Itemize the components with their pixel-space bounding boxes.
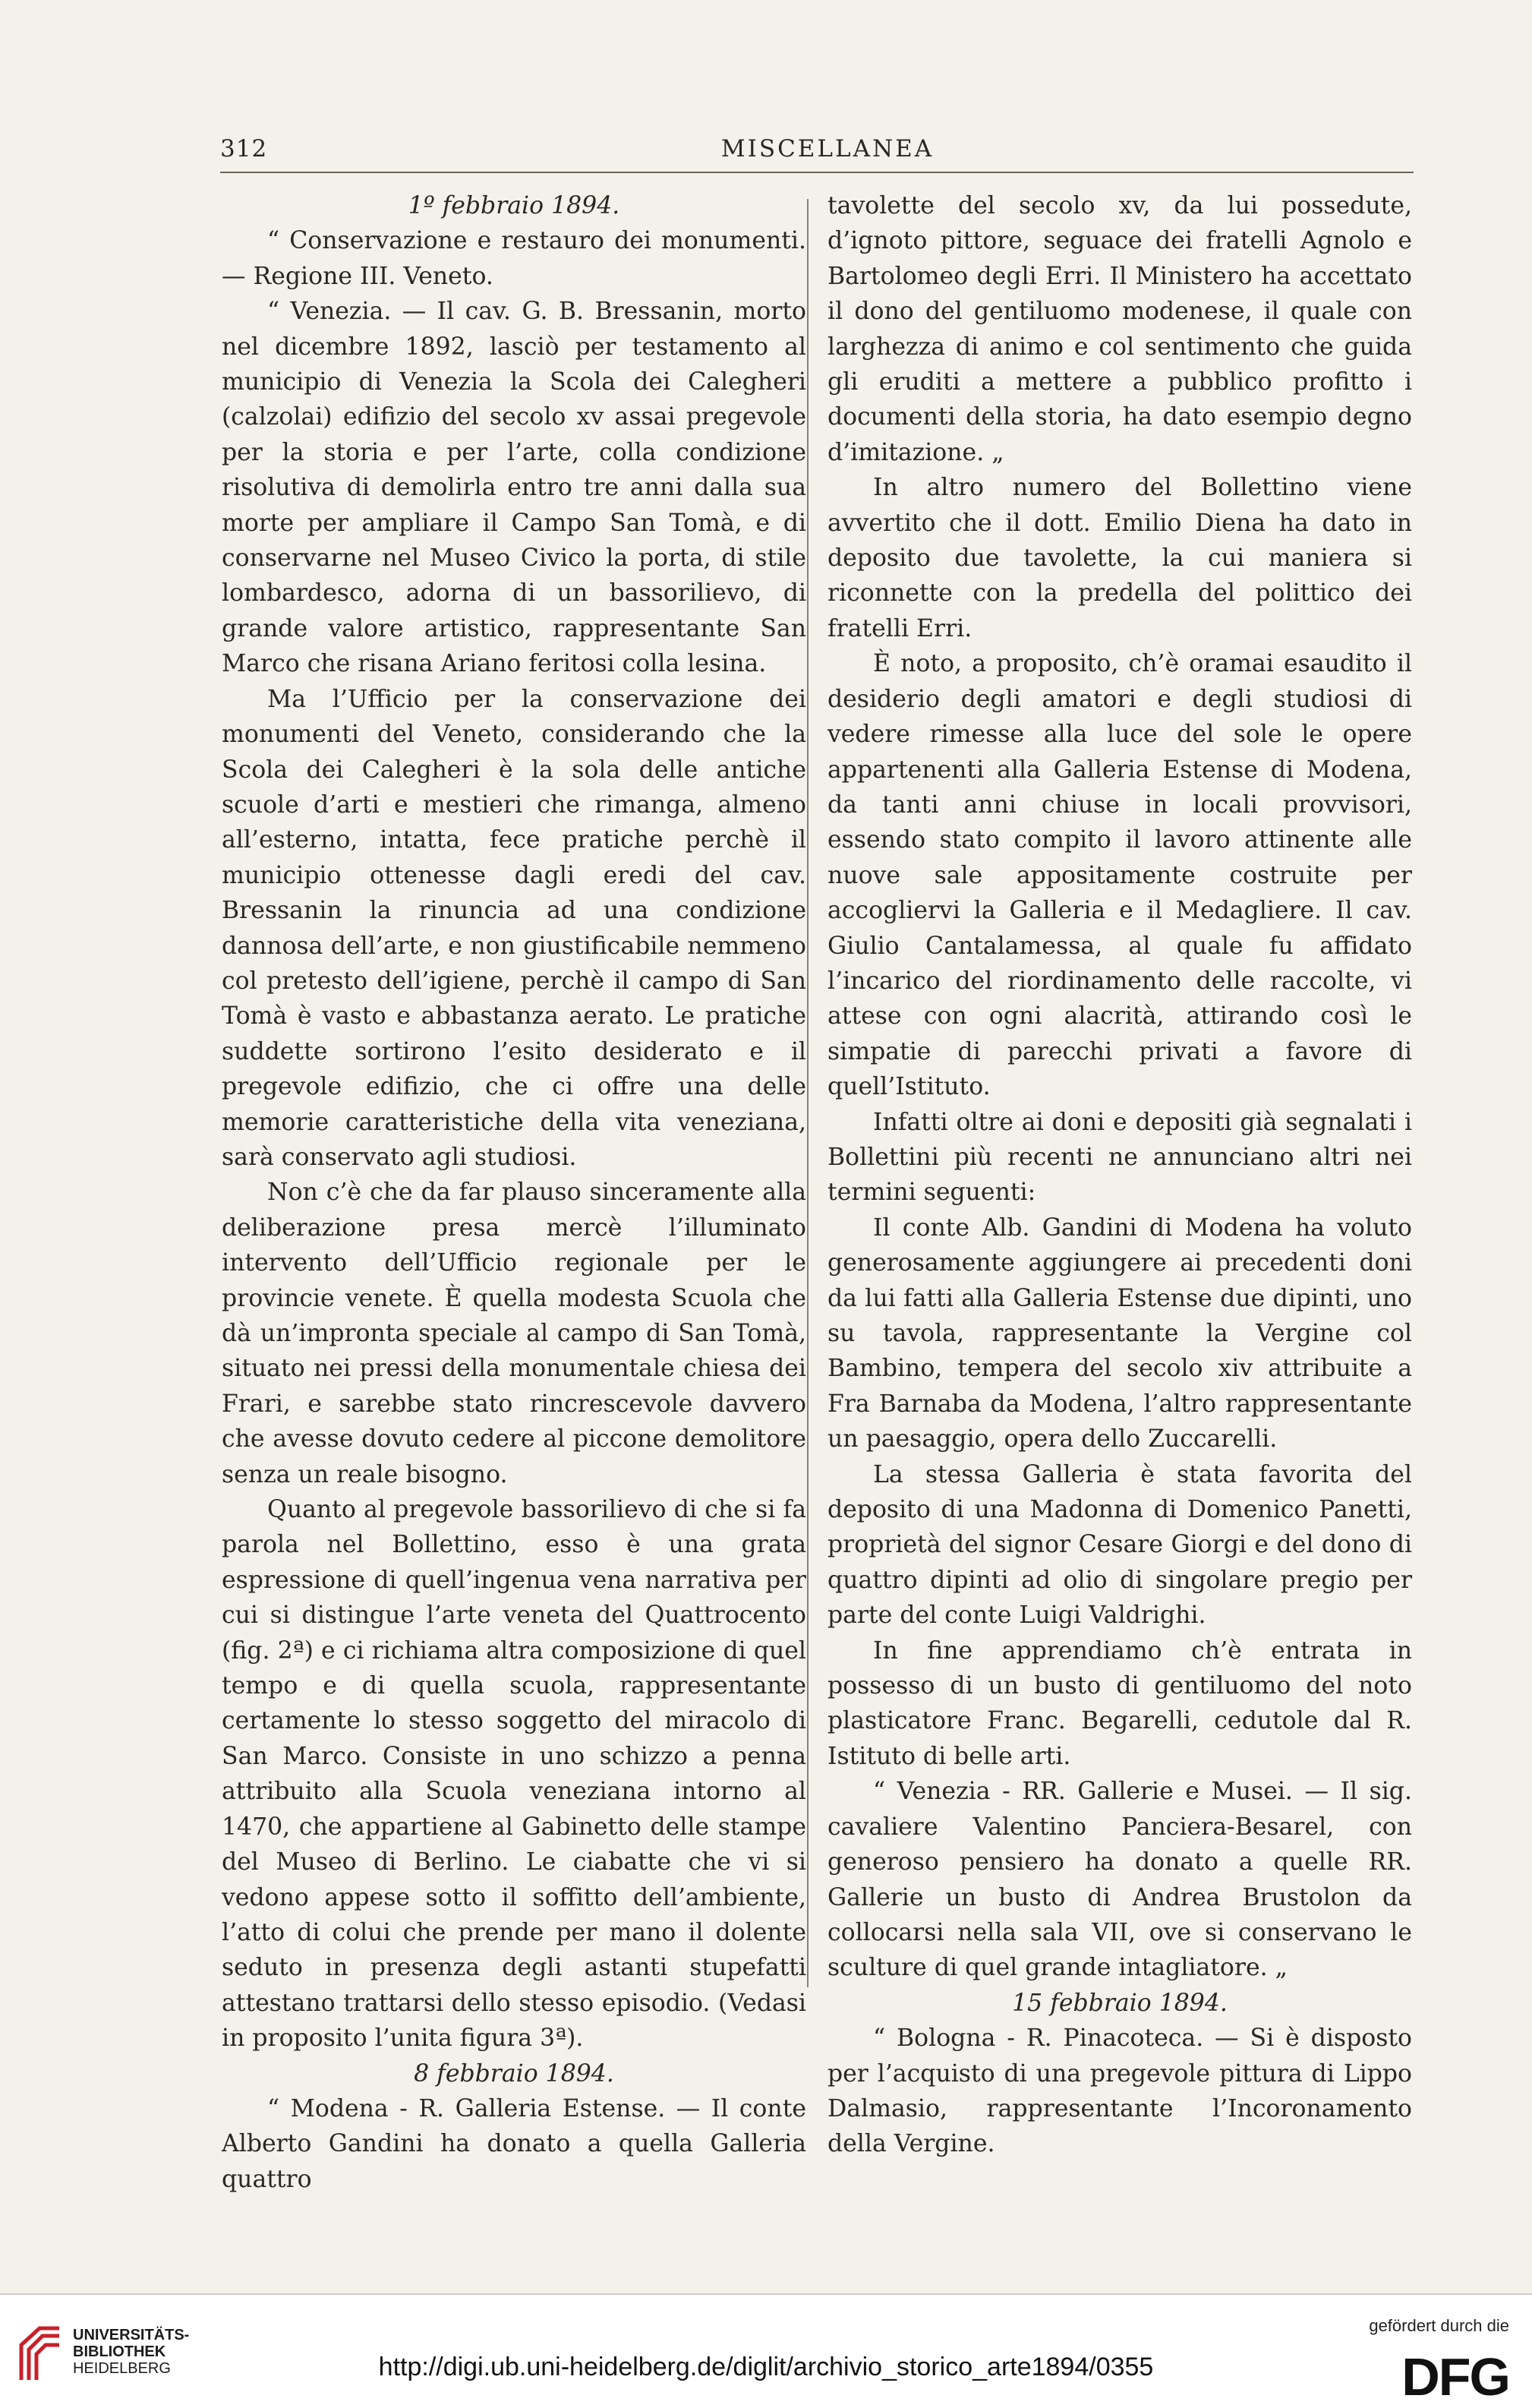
date-heading: 15 febbraio 1894. <box>1012 1989 1228 2017</box>
dfg-logo: DFG <box>1401 2347 1509 2406</box>
paragraph: tavolette del secolo xv, da lui possedute, d’ignoto pittore, seguace dei fratelli Agnolo e Bartolomeo degli Erri. Il Ministero ha accettato il dono del gentiluomo modenese, il quale con larghezza di animo e col sentimento che guida gli eruditi a mettere a pubblico profitto i documenti della storia, ha dato esempio degno d’imitazione. „ <box>827 192 1412 466</box>
header-rule <box>220 172 1414 173</box>
date-heading: 1º febbraio 1894. <box>408 192 620 219</box>
left-column <box>222 188 806 2197</box>
right-column <box>827 188 1412 2162</box>
paragraph: Ma l’Ufficio per la conservazione dei monumenti del Veneto, considerando che la Scola dei Calegheri è la sola delle antiche scuole d’arti e mestieri che rimanga, almeno all’esterno, intatta, fece pratiche perchè il municipio ottenesse dagli eredi del cav. Bressanin la rinuncia ad una condizione dannosa dell’arte, e non giustificabile nemmeno col pretesto dell’igiene, perchè il campo di San Tomà è vasto e abbastanza aerato. Le pratiche suddette sortirono l’esito desiderato e il pregevole edifizio, che ci offre una delle memorie caratteristiche della vita veneziana, sarà conservato agli studiosi. <box>222 685 806 1171</box>
paragraph: “ Venezia - RR. Gallerie e Musei. — Il sig. cavaliere Valentino Panciera-Besarel, con generoso pensiero ha donato a quelle RR. Gallerie un busto di Andrea Brustolon da collocarsi nella sala VII, ove si conservano le sculture di quel grande intagliatore. „ <box>827 1778 1412 1982</box>
paragraph: “ Modena - R. Galleria Estense. — Il conte Alberto Gandini ha donato a quella Galleria quattro <box>222 2094 806 2193</box>
running-head <box>220 135 1435 169</box>
paragraph: Il conte Alb. Gandini di Modena ha voluto generosamente aggiungere ai precedenti doni da lui fatti alla Galleria Estense due dipinti, uno su tavola, rappresentante la Vergine col Bambino, tempera del secolo xiv attribuite a Fra Barnaba da Modena, l’altro rappresentante un paesaggio, opera dello Zuccarelli. <box>827 1213 1412 1453</box>
paragraph: La stessa Galleria è stata favorita del deposito di una Madonna di Domenico Panetti, proprietà del signor Cesare Giorgi e del dono di quattro dipinti ad olio di singolare pregio per parte del conte Luigi Valdrighi. <box>827 1460 1412 1630</box>
column-divider <box>807 199 809 1987</box>
paragraph: In altro numero del Bollettino viene avvertito che il dott. Emilio Diena ha dato in deposito due tavolette, la cui maniera si riconnette con la predella del polittico dei fratelli Erri. <box>827 474 1412 642</box>
permalink-url[interactable]: http://digi.ub.uni-heidelberg.de/diglit/archivio_storico_arte1894/0355 <box>378 2353 1154 2381</box>
paragraph: È noto, a proposito, ch’è oramai esaudito il desiderio degli amatori e degli studiosi di vedere rimesse alla luce del sole le opere appartenenti alla Galleria Estense di Modena, da tanti anni chiuse in locali provvisori, essendo stato compito il lavoro attinente alle nuove sale appositamente costruite per accogliervi la Galleria e il Medagliere. Il cav. Giulio Cantalamessa, al quale fu affidato l’incarico del riordinamento delle raccolte, vi attese con ogni alacrità, attirando così le simpatie di parecchi privati a favore di quell’Istituto. <box>827 650 1412 1101</box>
paragraph: “ Conservazione e restauro dei monumenti. — Regione III. Veneto. <box>222 227 806 290</box>
paragraph: “ Venezia. — Il cav. G. B. Bressanin, morto nel dicembre 1892, lasciò per testamento al municipio di Venezia la Scola dei Calegheri (calzolai) edifizio del secolo xv assai pregevole per la storia e per l’arte, colla condizione risolutiva di demolirla entro tre anni dalla sua morte per ampliare il Campo San Tomà, e di conservarne nel Museo Civico la porta, di stile lombardesco, adorna di un bassorilievo, di grande valore artistico, rappresentante San Marco che risana Ariano feritosi colla lesina. <box>222 298 806 678</box>
paragraph: “ Bologna - R. Pinacoteca. — Si è disposto per l’acquisto di una pregevole pittura di Lippo Dalmasio, rappresentante l’Incoronamento della Vergine. <box>827 2025 1412 2158</box>
paragraph: Infatti oltre ai doni e depositi già segnalati i Bollettini più recenti ne annunciano altri nei termini seguenti: <box>827 1108 1412 1207</box>
page-number: 312 <box>220 135 268 163</box>
library-name-line: UNIVERSITÄTS- <box>73 2327 190 2343</box>
paragraph: In fine apprendiamo ch’è entrata in possesso di un busto di gentiluomo del noto plasticatore Franc. Begarelli, cedutole dal R. Istituto di belle arti. <box>827 1636 1412 1770</box>
section-title: MISCELLANEA <box>720 135 935 163</box>
library-name-line: BIBLIOTHEK <box>73 2343 166 2360</box>
library-name-line: HEIDELBERG <box>73 2360 171 2377</box>
funder-caption: gefördert durch die <box>1369 2316 1509 2335</box>
funder-block[interactable] <box>1357 2316 1509 2406</box>
date-heading: 8 febbraio 1894. <box>414 2059 614 2088</box>
paragraph: Non c’è che da far plauso sinceramente alla deliberazione presa mercè l’illuminato intervento dell’Ufficio regionale per le provincie venete. È quella modesta Scuola che dà un’impronta speciale al campo di San Tomà, situato nei pressi della monumentale chiesa dei Frari, e sarebbe stato rincrescevole davvero che avesse dovuto cedere al piccone demolitore senza un reale bisogno. <box>222 1179 806 1488</box>
footer-bar <box>0 2293 1532 2408</box>
footer-rule <box>0 2293 1532 2295</box>
paragraph: Quanto al pregevole bassorilievo di che si fa parola nel Bollettino, esso è una grata espressione di quell’ingenua vena narrativa per cui si distingue l’arte veneta del Quattrocento (fig. 2ª) e ci richiama altra composizione di quel tempo e di quella scuola, rappresentante certamente lo stesso soggetto del miracolo di San Marco. Consiste in uno schizzo a penna attribuito alla Scuola veneziana intorno al 1470, che appartiene al Gabinetto delle stampe del Museo di Berlino. Le ciabatte che vi si vedono appese sotto il soffitto dell’ambiente, l’atto di colui che prende per mano il dolente seduto in presenza degli astanti stupefatti attestano trattarsi dello stesso episodio. (Vedasi in proposito l’unita figura 3ª). <box>222 1496 806 2053</box>
